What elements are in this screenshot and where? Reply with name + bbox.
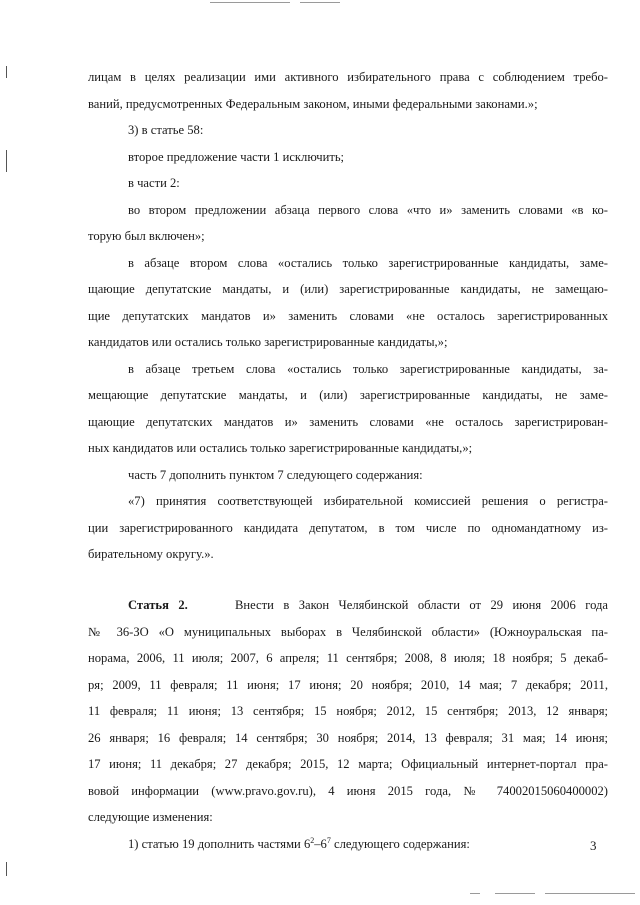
scan-edge-bottom	[495, 893, 535, 894]
superscript: 7	[326, 836, 331, 845]
text-line: во втором предложении абзаца первого слова «что и» заменить словами «в ко-	[128, 203, 608, 217]
text-line: норама, 2006, 11 июля; 2007, 6 апреля; 11 сентября; 2008, 8 июля; 18 ноября; 5 декаб-	[88, 651, 608, 665]
text-line: щие депутатских мандатов и» заменить словами «не осталось зарегистрированных	[88, 309, 608, 323]
text-line: № 36-ЗО «О муниципальных выборах в Челябинской области» (Южноуральская па-	[88, 625, 608, 639]
item-1-prefix: 1)	[128, 837, 139, 851]
text-line: бирательному округу.».	[88, 547, 214, 561]
item-1-line	[88, 835, 608, 853]
article-2-first-line	[88, 596, 608, 614]
superscript: 2	[310, 836, 315, 845]
scan-mark	[6, 150, 7, 172]
page-number: 3	[590, 838, 597, 853]
text-line: ных кандидатов или остались только зарегистрированные кандидаты,»;	[88, 441, 473, 455]
scan-edge-bottom	[470, 893, 480, 894]
text-line: часть 7 дополнить пунктом 7 следующего содержания:	[128, 468, 423, 482]
dash: –	[314, 837, 321, 851]
text-line: следующие изменения:	[88, 810, 213, 824]
text-line: ваний, предусмотренных Федеральным законом, иными федеральными законами.»;	[88, 97, 538, 111]
text-line: в части 2:	[128, 176, 180, 190]
item-1-suffix: следующего содержания:	[330, 837, 470, 851]
text-line: 17 июня; 11 декабря; 27 декабря; 2015, 12 марта; Официальный интернет-портал пра-	[88, 757, 608, 771]
text-line: торую был включен»;	[88, 229, 205, 243]
item-1-text: статью 19 дополнить частями 6	[138, 837, 311, 851]
text-line: 11 февраля; 11 июня; 13 сентября; 15 ноября; 2012, 15 сентября; 2013, 12 января;	[88, 704, 608, 718]
text-line: щающие депутатские мандаты, и (или) зарегистрированные кандидаты, не замещаю-	[88, 282, 608, 296]
text-line: в абзаце втором слова «остались только зарегистрированные кандидаты, заме-	[128, 256, 608, 270]
text-line: мещающие депутатские мандаты, и (или) зарегистрированные кандидаты, не заме-	[88, 388, 608, 402]
text-line: лицам в целях реализации ими активного избирательного права с соблюдением требо-	[88, 70, 608, 84]
article-text: Внести в Закон Челябинской области от 29 июня 2006 года	[235, 598, 608, 612]
item-1-six: 6	[320, 837, 327, 851]
text-line: вовой информации (www.pravo.gov.ru), 4 июня 2015 года, № 74002015060400002)	[88, 784, 608, 798]
article-label: Статья 2.	[128, 598, 188, 612]
text-line: в абзаце третьем слова «остались только зарегистрированные кандидаты, за-	[128, 362, 608, 376]
scan-edge-bottom	[545, 893, 635, 894]
scan-mark	[6, 862, 7, 876]
text-line: «7) принятия соответствующей избирательной комиссией решения о регистра-	[128, 494, 608, 508]
text-line: кандидатов или остались только зарегистрированные кандидаты,»;	[88, 335, 448, 349]
scan-edge-top	[300, 2, 340, 3]
text-line: 26 января; 16 февраля; 14 сентября; 30 ноября; 2014, 13 февраля; 31 мая; 14 июня;	[88, 731, 608, 745]
scan-mark	[6, 66, 7, 78]
text-line: ции зарегистрированного кандидата депутатом, в том числе по одномандатному из-	[88, 521, 608, 535]
scan-edge-top	[210, 2, 290, 3]
text-line: щающие депутатских мандатов и» заменить словами «не осталось зарегистрирован-	[88, 415, 608, 429]
text-line: 3) в статье 58:	[128, 123, 204, 137]
text-line: ря; 2009, 11 февраля; 11 июня; 17 июня; 20 ноября; 2010, 14 мая; 7 декабря; 2011,	[88, 678, 608, 692]
text-line: второе предложение части 1 исключить;	[128, 150, 345, 164]
